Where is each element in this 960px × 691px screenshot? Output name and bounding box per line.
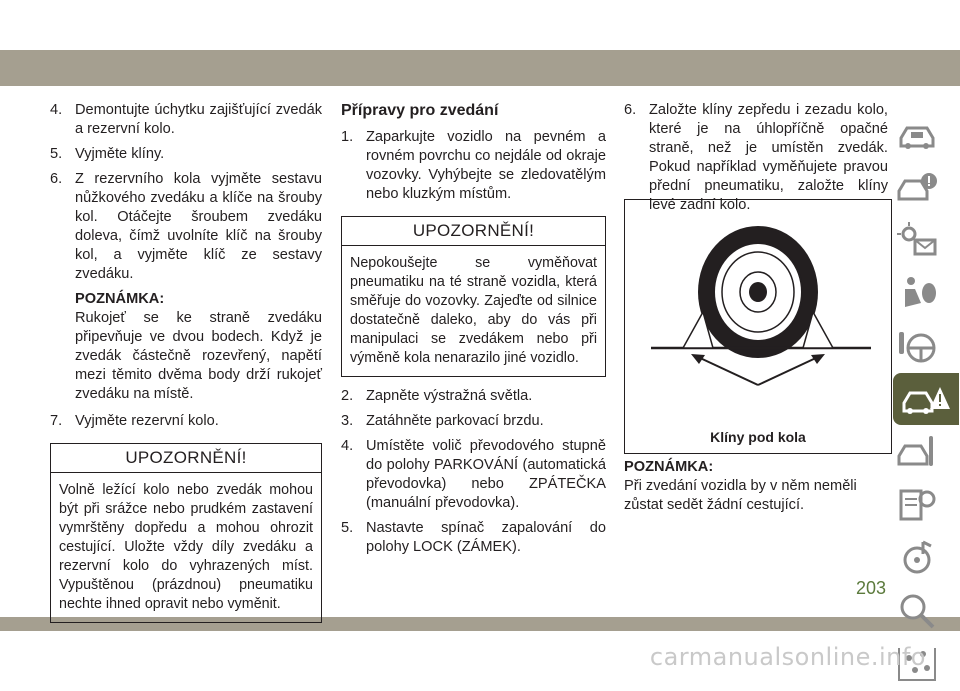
warning-box — [50, 443, 322, 623]
sidebar-item-starting[interactable] — [893, 320, 941, 372]
page-header — [0, 0, 960, 86]
section-heading: Přípravy pro zvedání — [341, 102, 499, 119]
steering-wheel-icon — [895, 326, 939, 366]
list-item: 5. Vyjměte klíny. — [50, 146, 165, 162]
sidebar-item-warning-lights[interactable] — [893, 214, 941, 266]
sidebar-item-info[interactable] — [893, 161, 941, 213]
page-number: 203 — [856, 578, 887, 598]
car-service-icon — [895, 432, 939, 472]
sidebar-item-service[interactable] — [893, 426, 941, 478]
warning-title: UPOZORNĚNÍ! — [342, 217, 605, 246]
car-dashboard-icon — [895, 114, 939, 154]
list-item: 4. Umístěte volič převodového stupně do polohy PARKOVÁNÍ (automatická převodovka) nebo ZPÁTEČKA (manuální převodovka). — [341, 438, 606, 511]
search-icon — [895, 591, 939, 631]
header-band — [0, 50, 960, 86]
sidebar-item-multimedia[interactable] — [893, 532, 941, 584]
list-item: 1. Zaparkujte vozidlo na pevném a rovném povrchu co nejdále od okraje vozovky. Vyhýbejte se zledovatělým nebo kluzkým místům. — [341, 129, 606, 202]
note-text: Při zvedání vozidla by v něm neměli zůstat sedět žádní cestující. — [624, 478, 857, 513]
note-block — [624, 458, 890, 515]
list-item: 5. Nastavte spínač zapalování do polohy LOCK (ZÁMEK). — [341, 520, 606, 555]
column-left — [50, 101, 322, 633]
note-text: Rukojeť se ke straně zvedáku připevňuje ve dvou bodech. Když je zvedák částečně rozevřený, napětí mezi těmito dvěma body drží rukojeť zvedáku na místě. — [75, 310, 322, 402]
sidebar-item-specs[interactable] — [893, 479, 941, 531]
specs-gear-icon — [895, 485, 939, 525]
warning-box — [341, 216, 606, 377]
column-middle — [341, 101, 606, 563]
warning-text: Volně ležící kolo nebo zvedák mohou být při srážce nebo prudkém zastavení vymrštěny dopředu a mohou ohrozit cestující. Uložte vždy díly zvedáku a rezervní kolo do vyhrazených míst. Vypuštěnou (prázdnou) pneumatiku nechte ihned opravit nebo vyměnit. — [59, 482, 313, 612]
warning-lights-icon — [895, 220, 939, 260]
sidebar-item-search[interactable] — [893, 585, 941, 637]
warning-title: UPOZORNĚNÍ! — [51, 444, 321, 473]
sidebar-item-safety[interactable] — [893, 267, 941, 319]
airbag-icon — [895, 273, 939, 313]
sidebar-item-emergency[interactable] — [893, 373, 959, 425]
note-heading: POZNÁMKA: — [624, 459, 714, 475]
list-item: 7. Vyjměte rezervní kolo. — [50, 413, 219, 429]
list-item: 6. Z rezervního kola vyjměte sestavu nůžkového zvedáku a klíče na šrouby kol. Otáčejte šroubem zvedáku doleva, čímž uvolníte klíč na šrouby kol, a vyjměte klíč ze sestavy zvedáku. — [50, 171, 322, 282]
chapter-sidebar — [893, 108, 943, 691]
hazard-car-icon — [900, 379, 952, 419]
list-item: 6. Založte klíny zepředu i zezadu kolo, které je na úhlopříčně opačné straně, než je umístěn zvedák. Pokud například vyměňujete pravou přední pneumatiku, založte klíny levé zadní kolo. — [624, 102, 888, 213]
sidebar-item-dashboard[interactable] — [893, 108, 941, 160]
list-item: 2. Zapněte výstražná světla. — [341, 388, 533, 404]
multimedia-icon — [895, 538, 939, 578]
note-heading: POZNÁMKA: — [75, 291, 165, 307]
car-info-icon — [895, 167, 939, 207]
wheel-chocks-illustration — [625, 200, 891, 425]
figure-caption: Klíny pod kola — [710, 429, 806, 445]
list-item: 4. Demontujte úchytku zajišťující zvedák a rezervní kolo. — [50, 102, 322, 137]
watermark: carmanualsonline.info — [649, 643, 926, 671]
note-block — [50, 290, 322, 404]
warning-text: Nepokoušejte se vyměňovat pneumatiku na té straně vozidla, která směřuje do vozovky. Zajeďte od silnice dostatečně daleko, aby do vás při manipulaci se zvedákem nebo při výměně kola nenarazilo jiné vozidlo. — [350, 255, 597, 366]
list-item: 3. Zatáhněte parkovací brzdu. — [341, 413, 544, 429]
wheel-chocks-figure — [624, 199, 892, 454]
